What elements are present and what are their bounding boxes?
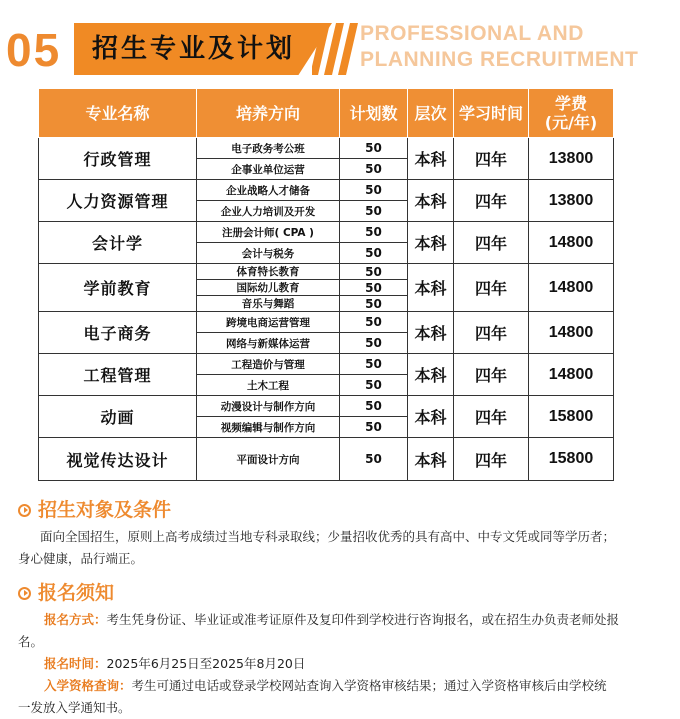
duration-cell: 四年 (454, 264, 529, 312)
major-name: 学前教育 (39, 264, 197, 312)
play-circle-icon (18, 504, 31, 517)
direction-cell: 企业人力培训及开发 (197, 201, 340, 222)
count-cell: 50 (340, 159, 408, 180)
registration-heading: 报名须知 (18, 581, 114, 605)
direction-cell: 企事业单位运营 (197, 159, 340, 180)
fee-cell: 14800 (529, 264, 614, 312)
registration-text: 报名方式：考生凭身份证、毕业证或准考证原件及复印件到学校进行咨询报名，或在招生办负责老师处报 名。 报名时间：2025年6月25日至2025年8月20日 入学资格查询：考生可通过电话或登录学校网站查询入学资格审核结果；通过入学资格审核后由学校统 一发放入学通知书。 (18, 612, 620, 715)
table-row (39, 312, 614, 333)
count-cell: 50 (340, 438, 408, 481)
count-cell: 50 (340, 243, 408, 264)
duration-cell: 四年 (454, 180, 529, 222)
direction-cell: 工程造价与管理 (197, 354, 340, 375)
col-header-major: 专业名称 (39, 89, 197, 138)
count-cell: 50 (340, 375, 408, 396)
duration-cell: 四年 (454, 222, 529, 264)
level-cell: 本科 (408, 312, 454, 354)
direction-cell: 电子政务考公班 (197, 138, 340, 159)
duration-cell: 四年 (454, 312, 529, 354)
table-row (39, 222, 614, 243)
conditions-heading: 招生对象及条件 (18, 498, 171, 522)
count-cell: 50 (340, 201, 408, 222)
direction-cell: 会计与税务 (197, 243, 340, 264)
count-cell: 50 (340, 396, 408, 417)
count-cell: 50 (340, 333, 408, 354)
section-number: 05 (6, 24, 62, 76)
count-cell: 50 (340, 296, 408, 312)
level-cell: 本科 (408, 180, 454, 222)
direction-cell: 动漫设计与制作方向 (197, 396, 340, 417)
count-cell: 50 (340, 180, 408, 201)
english-title: PROFESSIONAL AND PLANNING RECRUITMENT (360, 22, 639, 71)
table-row (39, 138, 614, 159)
direction-cell: 音乐与舞蹈 (197, 296, 340, 312)
col-header-fee: 学费 (元/年) (529, 89, 614, 138)
level-cell: 本科 (408, 354, 454, 396)
count-cell: 50 (340, 264, 408, 280)
direction-cell: 跨境电商运营管理 (197, 312, 340, 333)
direction-cell: 体育特长教育 (197, 264, 340, 280)
fee-cell: 14800 (529, 354, 614, 396)
col-header-duration: 学习时间 (454, 89, 529, 138)
major-name: 行政管理 (39, 138, 197, 180)
table-row (39, 264, 614, 280)
direction-cell: 国际幼儿教育 (197, 280, 340, 296)
major-name: 视觉传达设计 (39, 438, 197, 481)
table-row (39, 438, 614, 481)
col-header-level: 层次 (408, 89, 454, 138)
level-cell: 本科 (408, 222, 454, 264)
level-cell: 本科 (408, 264, 454, 312)
direction-cell: 土木工程 (197, 375, 340, 396)
major-name: 电子商务 (39, 312, 197, 354)
play-circle-icon (18, 587, 31, 600)
table-row (39, 354, 614, 375)
direction-cell: 企业战略人才储备 (197, 180, 340, 201)
duration-cell: 四年 (454, 438, 529, 481)
fee-cell: 15800 (529, 438, 614, 481)
duration-cell: 四年 (454, 354, 529, 396)
fee-cell: 15800 (529, 396, 614, 438)
level-cell: 本科 (408, 396, 454, 438)
table-header-row (39, 89, 614, 138)
table-row (39, 396, 614, 417)
section-title: 招生专业及计划 (92, 34, 296, 64)
conditions-text: 面向全国招生，原则上高考成绩过当地专科录取线；少量招收优秀的具有高中、中专文凭或同等学历者； 身心健康，品行端正。 (18, 529, 616, 566)
duration-cell: 四年 (454, 138, 529, 180)
fee-cell: 13800 (529, 138, 614, 180)
count-cell: 50 (340, 312, 408, 333)
count-cell: 50 (340, 222, 408, 243)
col-header-count: 计划数 (340, 89, 408, 138)
direction-cell: 视频编辑与制作方向 (197, 417, 340, 438)
major-name: 会计学 (39, 222, 197, 264)
count-cell: 50 (340, 354, 408, 375)
direction-cell: 注册会计师( CPA ) (197, 222, 340, 243)
major-name: 人力资源管理 (39, 180, 197, 222)
stripe-decoration (312, 23, 366, 75)
major-name: 工程管理 (39, 354, 197, 396)
direction-cell: 网络与新媒体运营 (197, 333, 340, 354)
count-cell: 50 (340, 280, 408, 296)
col-header-direction: 培养方向 (197, 89, 340, 138)
fee-cell: 13800 (529, 180, 614, 222)
duration-cell: 四年 (454, 396, 529, 438)
count-cell: 50 (340, 138, 408, 159)
major-name: 动画 (39, 396, 197, 438)
level-cell: 本科 (408, 438, 454, 481)
table-row (39, 180, 614, 201)
fee-cell: 14800 (529, 222, 614, 264)
count-cell: 50 (340, 417, 408, 438)
fee-cell: 14800 (529, 312, 614, 354)
major-plan-table (38, 88, 614, 481)
level-cell: 本科 (408, 138, 454, 180)
direction-cell: 平面设计方向 (197, 438, 340, 481)
